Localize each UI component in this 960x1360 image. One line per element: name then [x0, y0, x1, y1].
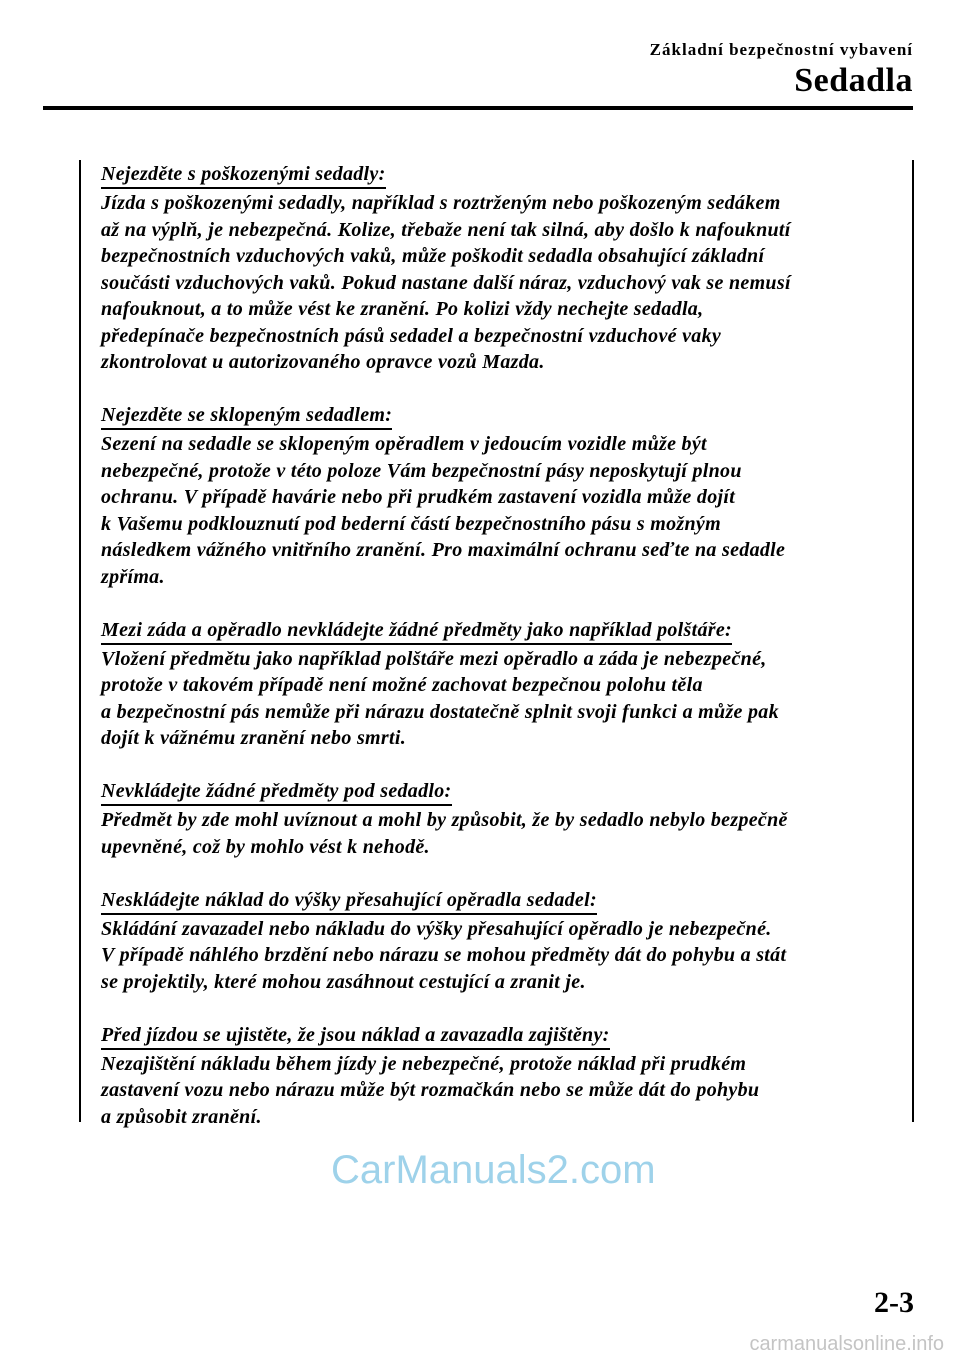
warning-body-line: Nezajištění nákladu během jízdy je nebezpečné, protože náklad při prudkém	[101, 1052, 747, 1075]
warning-body	[101, 646, 913, 752]
warning-body	[101, 916, 913, 996]
warning-block	[101, 778, 913, 860]
warning-body	[101, 190, 913, 376]
warning-body-line: a bezpečnostní pás nemůže při nárazu dostatečně splnit svoji funkci a může pak	[101, 700, 779, 723]
warning-body-line: až na výplň, je nebezpečná. Kolize, třebaže není tak silná, aby došlo k nafouknutí	[101, 218, 791, 241]
warning-body-line: nafouknout, a to může vést ke zranění. Po kolizi vždy nechejte sedadla,	[101, 298, 704, 320]
warning-heading: Mezi záda a opěradlo nevkládejte žádné předměty jako například polštáře:	[101, 618, 732, 645]
warning-body-line: upevněné, což by mohlo vést k nehodě.	[101, 835, 430, 858]
page-number: 2-3	[874, 1286, 914, 1319]
header-rule	[43, 106, 913, 110]
warning-body-line: zkontrolovat u autorizovaného opravce vozů Mazda.	[101, 351, 545, 373]
warning-body-line: předepínače bezpečnostních pásů sedadel a bezpečnostní vzduchové vaky	[101, 324, 722, 347]
warning-heading: Nevkládejte žádné předměty pod sedadlo:	[101, 779, 452, 806]
warning-block	[101, 1022, 913, 1131]
warning-body-line: bezpečnostních vzduchových vaků, může poškodit sedadla obsahující základní	[101, 245, 765, 267]
warning-block	[101, 402, 913, 590]
warning-body-line: zpříma.	[101, 565, 165, 588]
warning-body-line: dojít k vážnému zranění nebo smrti.	[101, 727, 406, 749]
warning-body-line: k Vašemu podklouznutí pod bederní částí bezpečnostního pásu s možným	[101, 512, 721, 535]
warning-block	[101, 617, 913, 752]
warning-body-line: a způsobit zranění.	[101, 1105, 262, 1128]
warning-heading: Nejezděte se sklopeným sedadlem:	[101, 403, 392, 430]
chapter-title: Základní bezpečnostní vybavení	[649, 40, 913, 59]
warning-body-line: následkem vážného vnitřního zranění. Pro maximální ochranu seďte na sedadle	[101, 539, 786, 561]
warning-body-line: součásti vzduchových vaků. Pokud nastane další náraz, vzduchový vak se nemusí	[101, 271, 791, 294]
section-title: Sedadla	[794, 62, 913, 99]
warning-body-line: Skládání zavazadel nebo nákladu do výšky přesahující opěradlo je nebezpečné.	[101, 917, 772, 940]
page-header	[650, 40, 913, 100]
footer-watermark: carmanualsonline.info	[749, 1333, 944, 1355]
warning-body-line: Jízda s poškozenými sedadly, například s roztrženým nebo poškozeným sedákem	[101, 192, 781, 214]
watermark-logo: CarManuals2.com	[331, 1148, 656, 1192]
warning-heading: Nejezděte s poškozenými sedadly:	[101, 162, 386, 189]
warning-body-line: nebezpečné, protože v této poloze Vám bezpečnostní pásy neposkytují plnou	[101, 459, 742, 482]
warning-heading: Před jízdou se ujistěte, že jsou náklad a zavazadla zajištěny:	[101, 1023, 610, 1050]
warning-block	[101, 161, 913, 376]
warning-body	[101, 807, 913, 860]
warning-body-line: zastavení vozu nebo nárazu může být rozmačkán nebo se může dát do pohybu	[101, 1079, 760, 1101]
warning-content	[101, 161, 913, 1157]
warning-block	[101, 887, 913, 996]
warning-body-line: se projektily, které mohou zasáhnout cestující a zranit je.	[101, 970, 586, 993]
warning-body-line: protože v takovém případě není možné zachovat bezpečnou polohu těla	[101, 674, 703, 696]
warning-body-line: V případě náhlého brzdění nebo nárazu se mohou předměty dát do pohybu a stát	[101, 944, 787, 966]
warning-body-line: Předmět by zde mohl uvíznout a mohl by způsobit, že by sedadlo nebylo bezpečně	[101, 809, 788, 831]
warning-heading: Neskládejte náklad do výšky přesahující opěradla sedadel:	[101, 888, 597, 915]
warning-body	[101, 431, 913, 590]
warning-body-line: Vložení předmětu jako například polštáře mezi opěradlo a záda je nebezpečné,	[101, 647, 767, 670]
warning-body	[101, 1051, 913, 1131]
warning-body-line: ochranu. V případě havárie nebo při prudkém zastavení vozidla může dojít	[101, 486, 736, 508]
warning-body-line: Sezení na sedadle se sklopeným opěradlem v jedoucím vozidle může být	[101, 433, 707, 455]
warning-box-left-border	[79, 160, 81, 1122]
